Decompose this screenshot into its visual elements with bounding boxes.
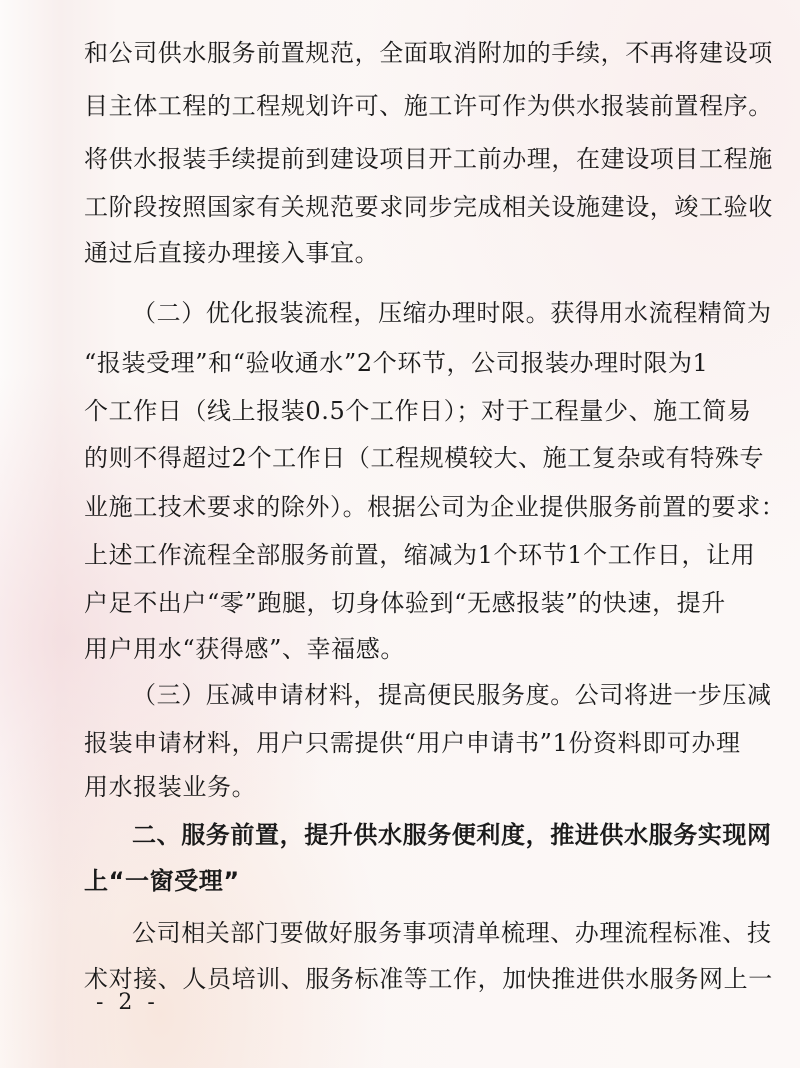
body-text-line: 将供水报装手续提前到建设项目开工前办理，在建设项目工程施 <box>84 145 773 173</box>
body-text-line: 上述工作流程全部服务前置，缩减为1个环节1个工作日，让用 <box>84 541 756 569</box>
section-heading-continued: 上“一窗受理” <box>84 867 240 895</box>
body-text-line: 个工作日（线上报装0.5个工作日）；对于工程量少、施工简易 <box>84 397 752 425</box>
body-text-line: 术对接、人员培训、服务标准等工作，加快推进供水服务网上一 <box>84 965 773 993</box>
section-heading: 二、服务前置，提升供水服务便利度，推进供水服务实现网 <box>132 821 772 849</box>
body-text-line: 报装申请材料，用户只需提供“用户申请书”1份资料即可办理 <box>84 729 741 757</box>
body-text-line: 通过后直接办理接入事宜。 <box>84 239 380 267</box>
body-text-line: 公司相关部门要做好服务事项清单梳理、办理流程标准、技 <box>132 919 772 947</box>
body-text-line: 用水报装业务。 <box>84 773 257 801</box>
body-text-line: 的则不得超过2个工作日（工程规模较大、施工复杂或有特殊专 <box>84 444 765 472</box>
body-text-line: 工阶段按照国家有关规范要求同步完成相关设施建设，竣工验收 <box>84 193 773 221</box>
body-text-line: 用户用水“获得感”、幸福感。 <box>84 635 405 663</box>
body-text-line: 目主体工程的工程规划许可、施工许可作为供水报装前置程序。 <box>84 92 773 120</box>
body-text-line: 业施工技术要求的除外）。根据公司为企业提供服务前置的要求： <box>84 493 786 521</box>
body-text-line: 和公司供水服务前置规范，全面取消附加的手续，不再将建设项 <box>84 39 773 67</box>
subsection-3-first-line: （三）压减申请材料，提高便民服务度。公司将进一步压减 <box>132 681 772 709</box>
body-text-line: “报装受理”和“验收通水”2个环节，公司报装办理时限为1 <box>84 349 709 377</box>
subsection-2-first-line: （二）优化报装流程，压缩办理时限。获得用水流程精简为 <box>132 299 772 327</box>
body-text-line: 户足不出户“零”跑腿，切身体验到“无感报装”的快速，提升 <box>84 589 726 617</box>
page-number: - 2 - <box>96 990 159 1015</box>
